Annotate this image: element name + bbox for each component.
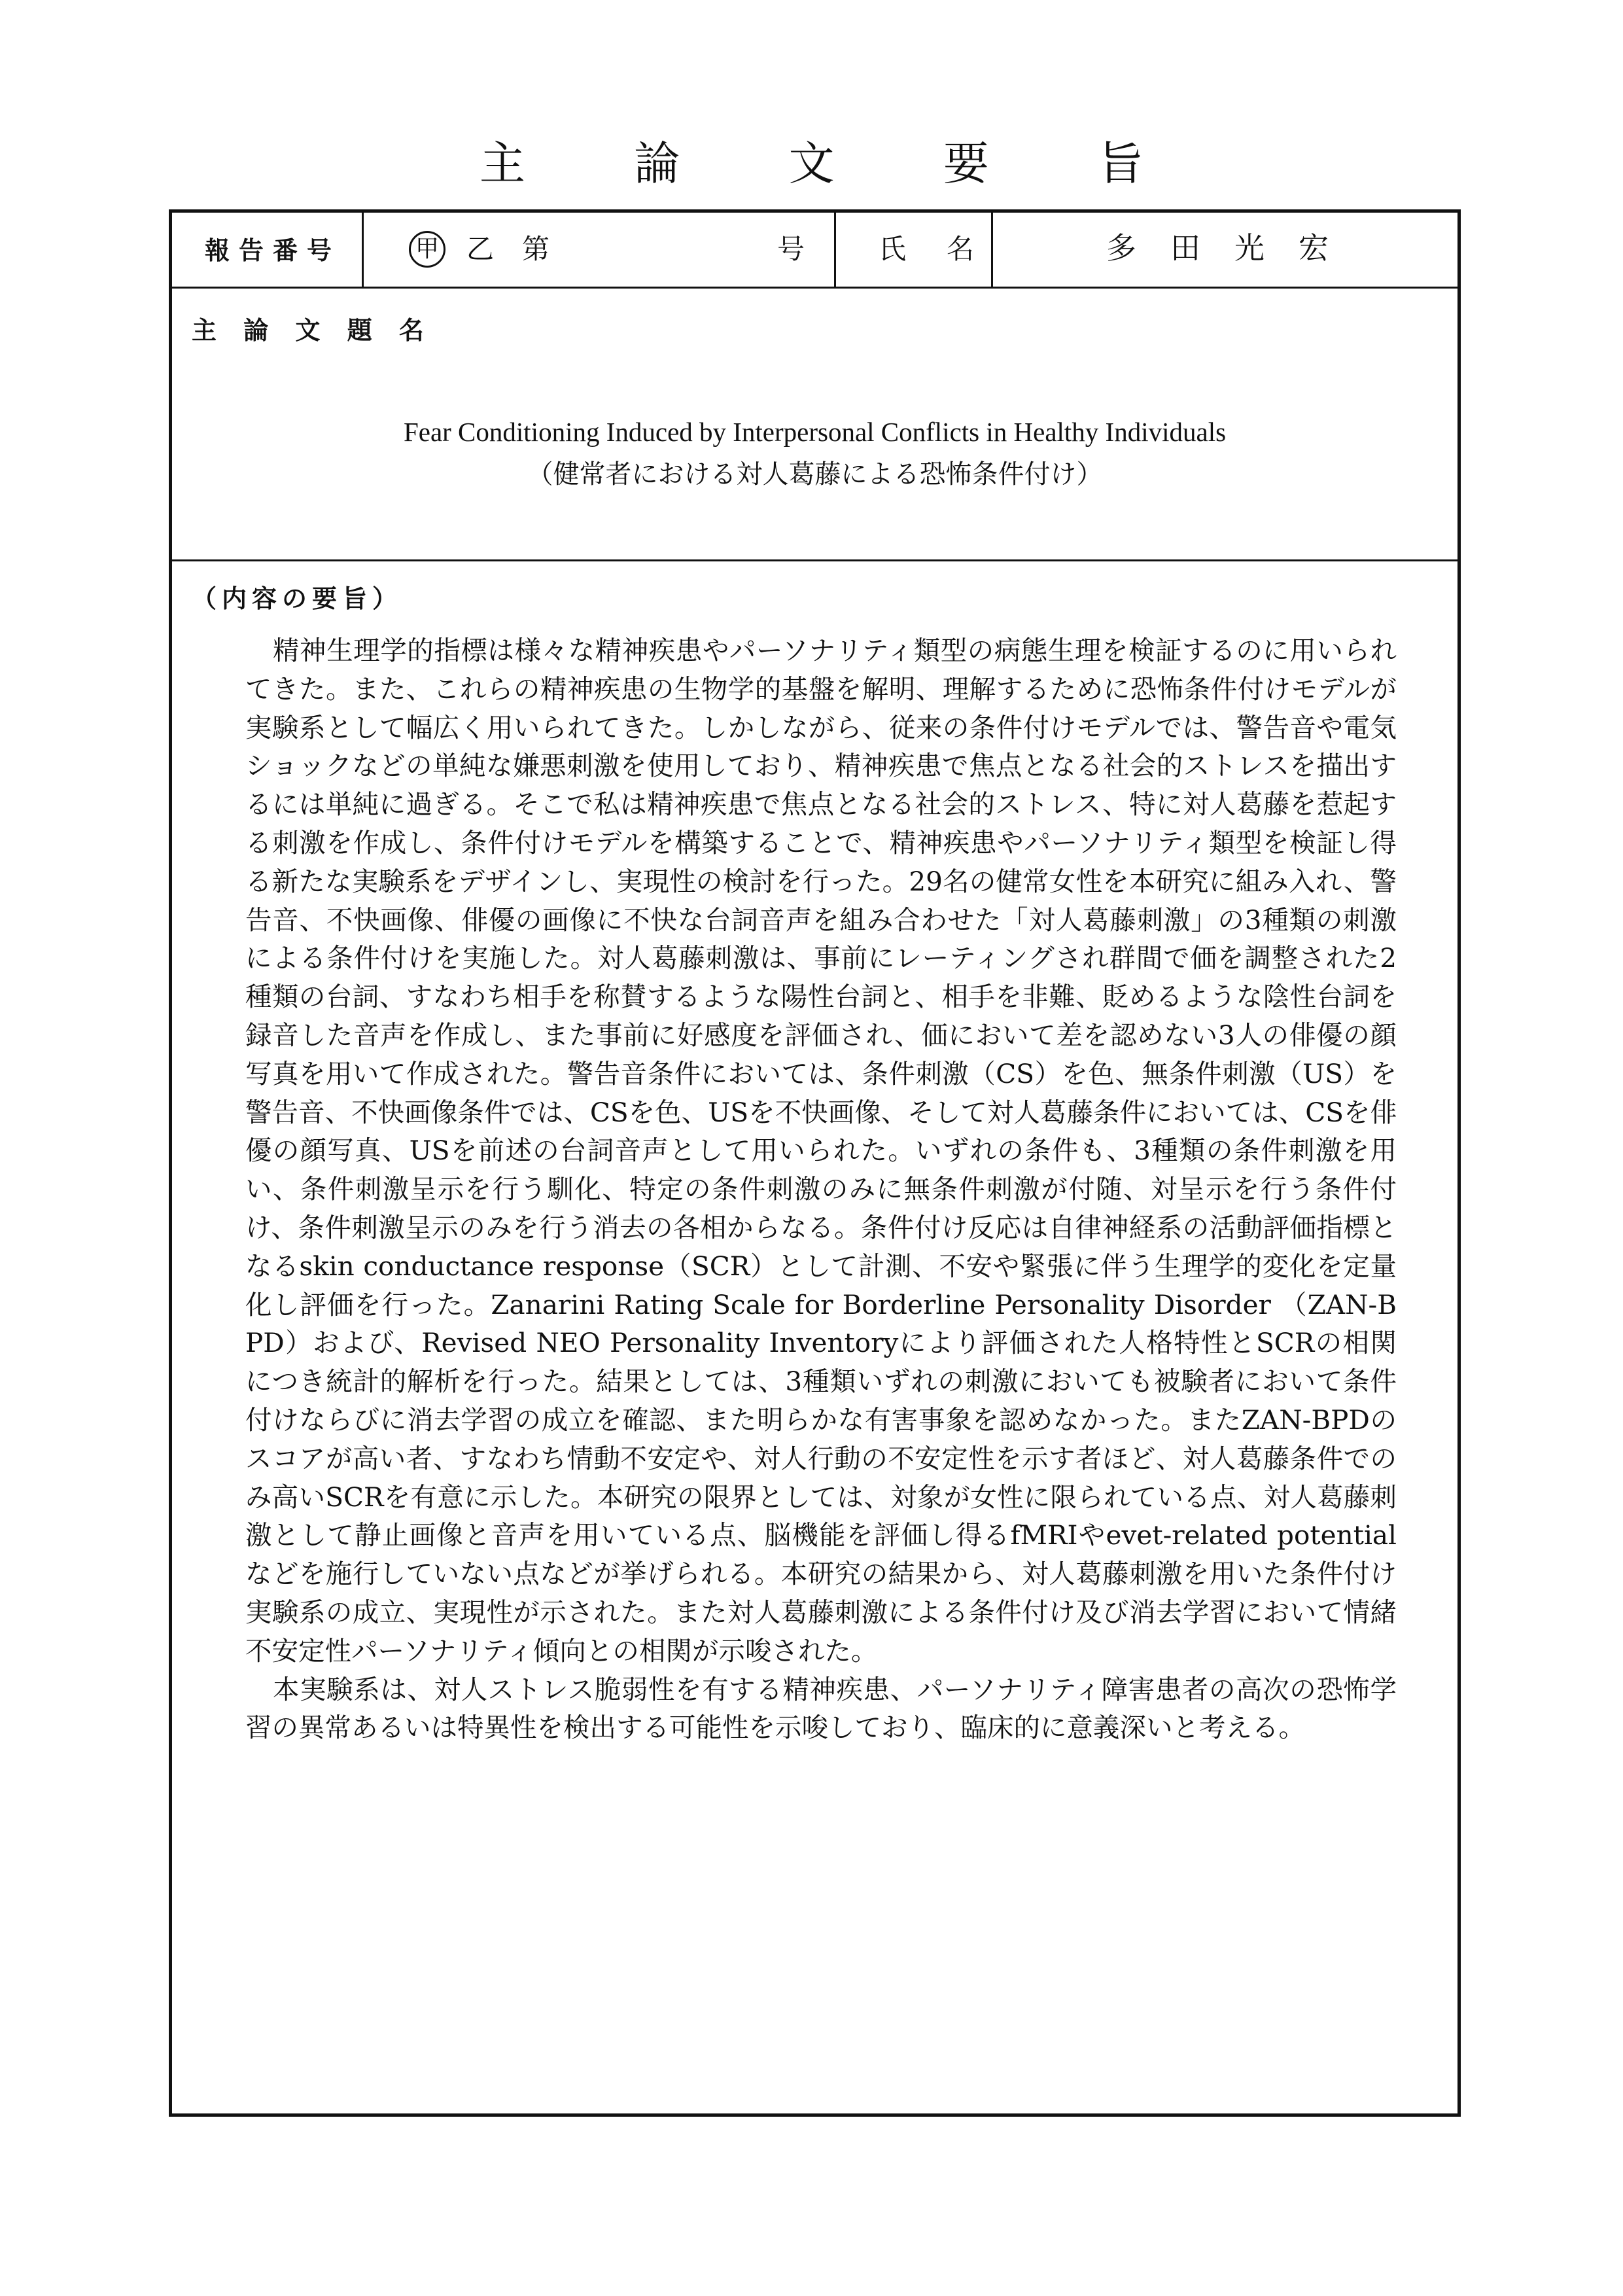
document-title: 主 論 文 要 旨: [479, 137, 1191, 190]
abstract-paragraph: 本実験系は、対人ストレス脆弱性を有する精神疾患、パーソナリティ障害患者の高次の恐怖学習の異常あるいは特異性を検出する可能性を示唆しており、臨床的に意義深いと考える。: [245, 1673, 1397, 1744]
divider: [834, 213, 836, 289]
thesis-title-label: 主 論 文 題 名: [192, 316, 433, 345]
summary-form: [169, 209, 1461, 2117]
thesis-title-english: Fear Conditioning Induced by Interpersonal Conflicts in Healthy Individuals: [403, 417, 1227, 447]
row-divider: [172, 287, 1457, 289]
dai-text: 第: [522, 233, 550, 265]
thesis-title-japanese: （健常者における対人葛藤による恐怖条件付け）: [527, 459, 1103, 489]
author-name: 多田光宏: [1106, 230, 1363, 266]
abstract-paragraph: 精神生理学的指標は様々な精神疾患やパーソナリティ類型の病態生理を検証するのに用いられてきた。また、これらの精神疾患の生物学的基盤を解明、理解するために恐怖条件付けモデルが実験系として幅広く用いられてきた。しかしながら、従来の条件付けモデルでは、警告音や電気ショックなどの単純な嫌悪刺激を使用しており、精神疾患で焦点となる社会的ストレスを描出するには単純に過ぎる。そこで私は精神疾患で焦点となる社会的ストレス、特に対人葛藤を惹起する刺激を作成し、条件付けモデルを構築することで、精神疾患やパーソナリティ類型を検証し得る新たな実験系をデザインし、実現性の検討を行った。29名の健常女性を本研究に組み入れ、警告音、不快画像、俳優の画像に不快な台詞音声を組み合わせた「対人葛藤刺激」の3種類の刺激による条件付けを実施した。対人葛藤刺激は、事前にレーティングされ群間で価を調整された2種類の台詞、すなわち相手を称賛するような陽性台詞と、相手を非難、貶めるような陰性台詞を録音した音声を作成し、また事前に好感度を評価され、価において差を認めない3人の俳優の顔写真を用いて作成された。警告音条件においては、条件刺激（CS）を色、無条件刺激（US）を警告音、不快画像条件では、CSを色、USを不快画像、そして対人葛藤条件においては、CSを俳優の顔写真、USを前述の台詞音声として用いられた。いずれの条件も、3種類の条件刺激を用い、条件刺激呈示を行う馴化、特定の条件刺激のみに無条件刺激が付随、対呈示を行う条件付け、条件刺激呈示のみを行う消去の各相からなる。条件付け反応は自律神経系の活動評価指標となるskin conductance response（SCR）として計測、不安や緊張に伴う生理学的変化を定量化し評価を行った。Zanarini Rating Scale for Borderline Personality Disorder （ZAN-BPD）および、Revised NEO Personality Inventoryにより評価された人格特性とSCRの相関につき統計的解析を行った。結果としては、3種類いずれの刺激においても被験者において条件付けならびに消去学習の成立を確認、また明らかな有害事象を認めなかった。またZAN-BPDのスコアが高い者、すなわち情動不安定や、対人行動の不安定性を示す者ほど、対人葛藤条件でのみ高いSCRを有意に示した。本研究の限界としては、対象が女性に限られている点、対人葛藤刺激として静止画像と音声を用いている点、脳機能を評価し得るfMRIやevet-related potentialなどを施行していない点などが挙げられる。本研究の結果から、対人葛藤刺激を用いた条件付け実験系の成立、実現性が示された。また対人葛藤刺激による条件付け及び消去学習において情緒不安定性パーソナリティ傾向との相関が示唆された。: [245, 635, 1397, 1667]
gou-text: 号: [777, 233, 805, 265]
divider: [991, 213, 993, 289]
abstract-body: [245, 631, 1397, 1747]
divider: [362, 213, 364, 289]
report-number-label: 報告番号: [205, 236, 341, 265]
otsu-text: 乙: [466, 233, 495, 265]
abstract-label: （内容の要旨）: [192, 584, 403, 613]
kou-marker-circle: 甲: [409, 231, 445, 268]
name-label: 氏 名: [879, 233, 981, 265]
row-divider: [172, 559, 1457, 561]
